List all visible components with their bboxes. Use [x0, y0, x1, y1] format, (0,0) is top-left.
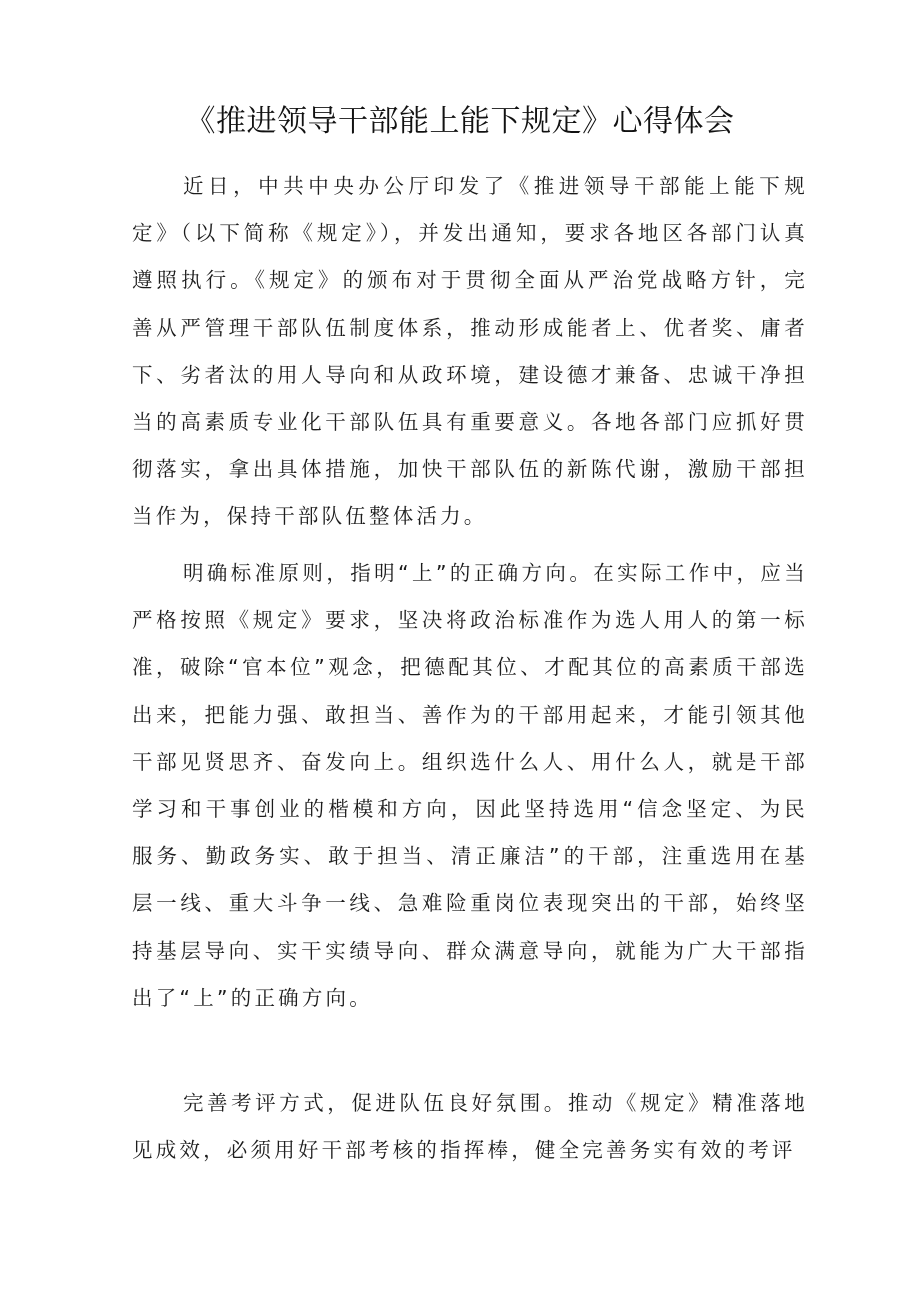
paragraph-intro: 近日，中共中央办公厅印发了《推进领导干部能上能下规定》（以下简称《规定》），并发出通知，要求各地区各部门认真遵照执行。《规定》的颁布对于贯彻全面从严治党战略方针，完善从严管理干部队伍制度体系，推动形成能者上、优者奖、庸者下、劣者汰的用人导向和从政环境，建设德才兼备、忠诚干净担当的高素质专业化干部队伍具有重要意义。各地各部门应抓好贯彻落实，拿出具体措施，加快干部队伍的新陈代谢，激励干部担当作为，保持干部队伍整体活力。 — [132, 174, 808, 529]
paragraph-standards: 明确标准原则，指明“上”的正确方向。在实际工作中，应当严格按照《规定》要求，坚决将政治标准作为选人用人的第一标准，破除“官本位”观念，把德配其位、才配其位的高素质干部选出来，把能力强、敢担当、善作为的干部用起来，才能引领其他干部见贤思齐、奋发向上。组织选什么人、用什么人，就是干部学习和干事创业的楷模和方向，因此坚持选用“信念坚定、为民服务、勤政务实、敢于担当、清正廉洁”的干部，注重选用在基层一线、重大斗争一线、急难险重岗位表现突出的干部，始终坚持基层导向、实干实绩导向、群众满意导向，就能为广大干部指出了“上”的正确方向。 — [132, 561, 808, 1010]
paragraph-evaluation: 完善考评方式，促进队伍良好氛围。推动《规定》精准落地见成效，必须用好干部考核的指挥棒，健全完善务实有效的考评 — [132, 1091, 808, 1163]
document-title: 《推进领导干部能上能下规定》心得体会 — [185, 104, 735, 139]
